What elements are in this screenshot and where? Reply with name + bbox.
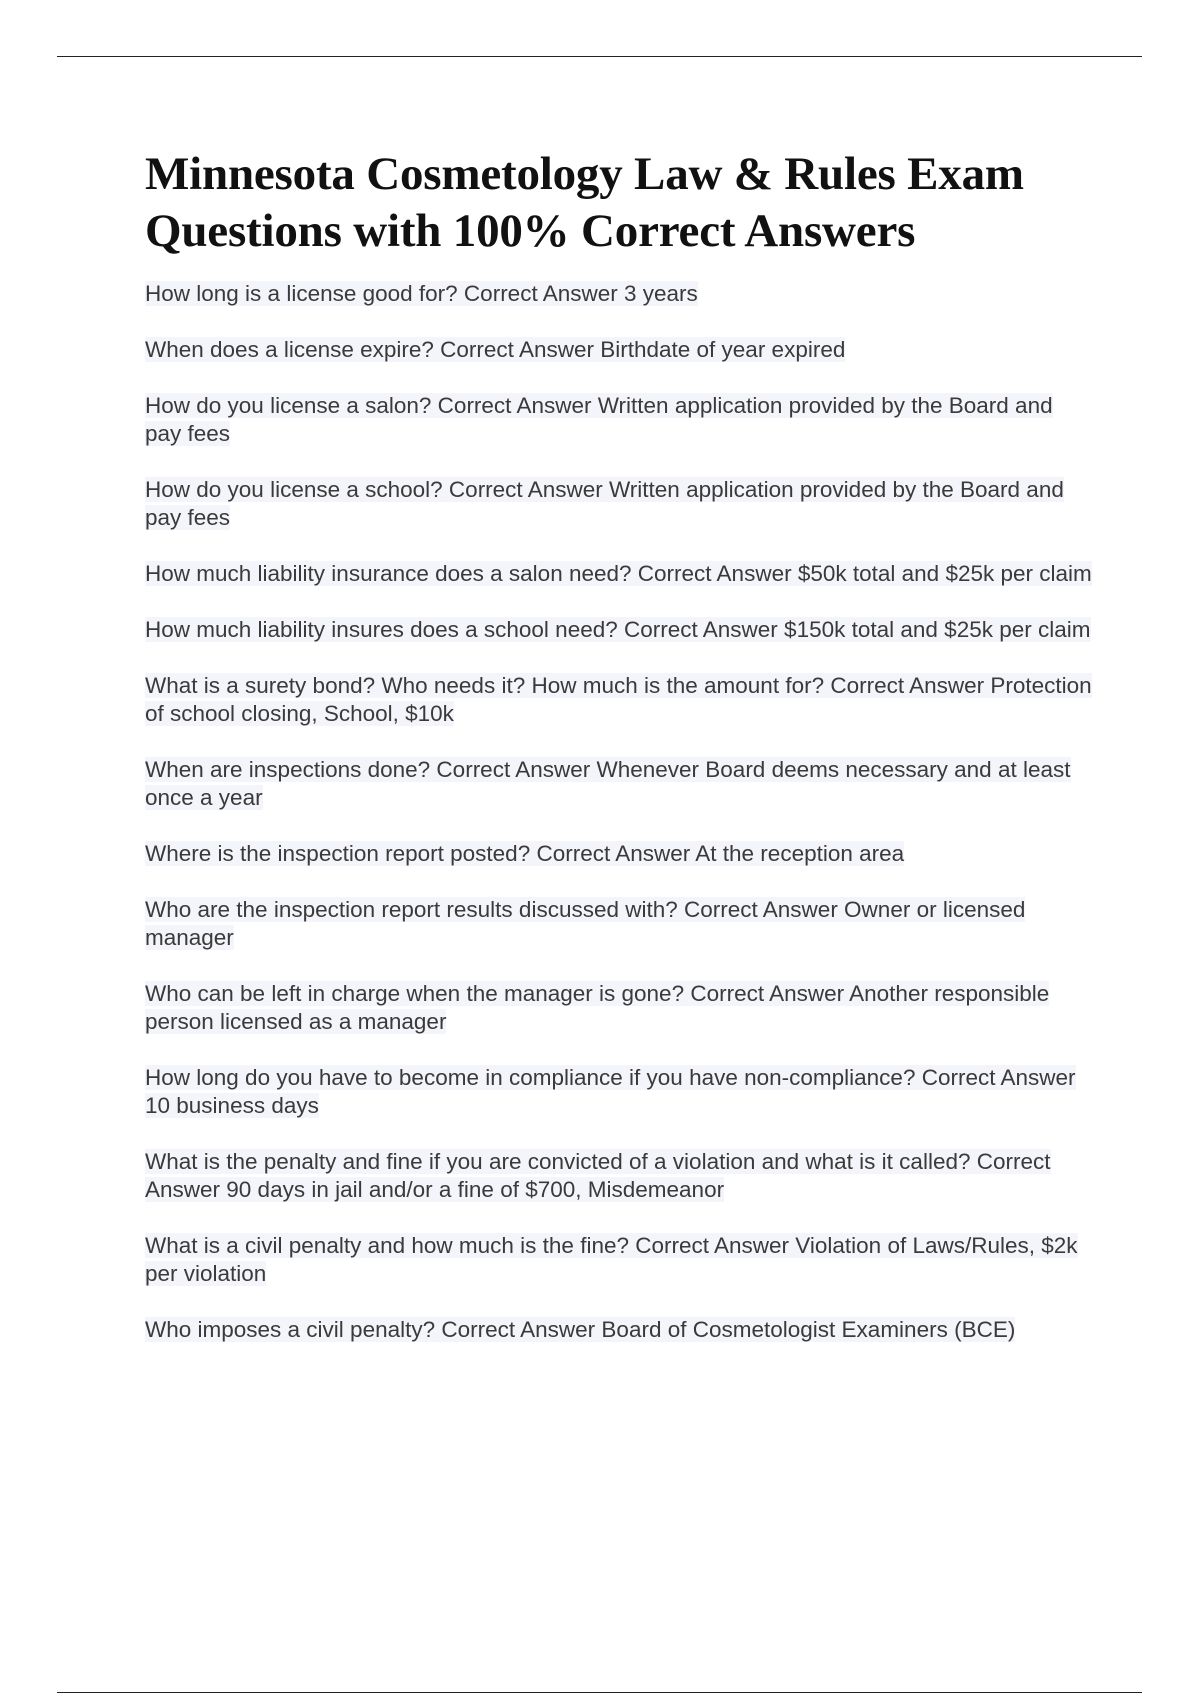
qa-item — [145, 616, 1095, 644]
qa-item — [145, 840, 1095, 868]
qa-text: Who are the inspection report results discussed with? Correct Answer Owner or licensed manager — [145, 897, 1026, 950]
qa-item — [145, 392, 1095, 448]
qa-item — [145, 1064, 1095, 1120]
qa-text: Who imposes a civil penalty? Correct Answer Board of Cosmetologist Examiners (BCE) — [145, 1317, 1016, 1342]
qa-item — [145, 672, 1095, 728]
qa-text: Who can be left in charge when the manager is gone? Correct Answer Another responsible person licensed as a manager — [145, 981, 1050, 1034]
qa-item — [145, 336, 1095, 364]
document-body — [145, 146, 1095, 1372]
qa-text: When are inspections done? Correct Answer Whenever Board deems necessary and at least once a year — [145, 757, 1071, 810]
top-rule — [57, 56, 1142, 57]
qa-text: Where is the inspection report posted? Correct Answer At the reception area — [145, 841, 905, 866]
qa-item — [145, 756, 1095, 812]
qa-text: How do you license a school? Correct Answer Written application provided by the Board and pay fees — [145, 477, 1064, 530]
document-title: Minnesota Cosmetology Law & Rules Exam Questions with 100% Correct Answers — [145, 148, 1024, 257]
qa-list — [145, 280, 1095, 1344]
qa-item — [145, 280, 1095, 308]
qa-item — [145, 560, 1095, 588]
qa-text: What is the penalty and fine if you are convicted of a violation and what is it called? Correct Answer 90 days in jail and/or a fine of $700, Misdemeanor — [145, 1149, 1051, 1202]
qa-item — [145, 896, 1095, 952]
qa-item — [145, 476, 1095, 532]
qa-item — [145, 1148, 1095, 1204]
qa-text: How much liability insurance does a salon need? Correct Answer $50k total and $25k per claim — [145, 561, 1092, 586]
qa-text: How do you license a salon? Correct Answer Written application provided by the Board and pay fees — [145, 393, 1053, 446]
qa-text: How long do you have to become in compliance if you have non-compliance? Correct Answer 10 business days — [145, 1065, 1076, 1118]
qa-text: When does a license expire? Correct Answer Birthdate of year expired — [145, 337, 846, 362]
qa-item — [145, 1316, 1095, 1344]
qa-text: How long is a license good for? Correct Answer 3 years — [145, 281, 698, 306]
qa-item — [145, 980, 1095, 1036]
qa-text: How much liability insures does a school need? Correct Answer $150k total and $25k per claim — [145, 617, 1091, 642]
qa-item — [145, 1232, 1095, 1288]
qa-text: What is a surety bond? Who needs it? How much is the amount for? Correct Answer Protection of school closing, School, $10k — [145, 673, 1092, 726]
bottom-rule — [57, 1692, 1142, 1693]
qa-text: What is a civil penalty and how much is the fine? Correct Answer Violation of Laws/Rules, $2k per violation — [145, 1233, 1078, 1286]
